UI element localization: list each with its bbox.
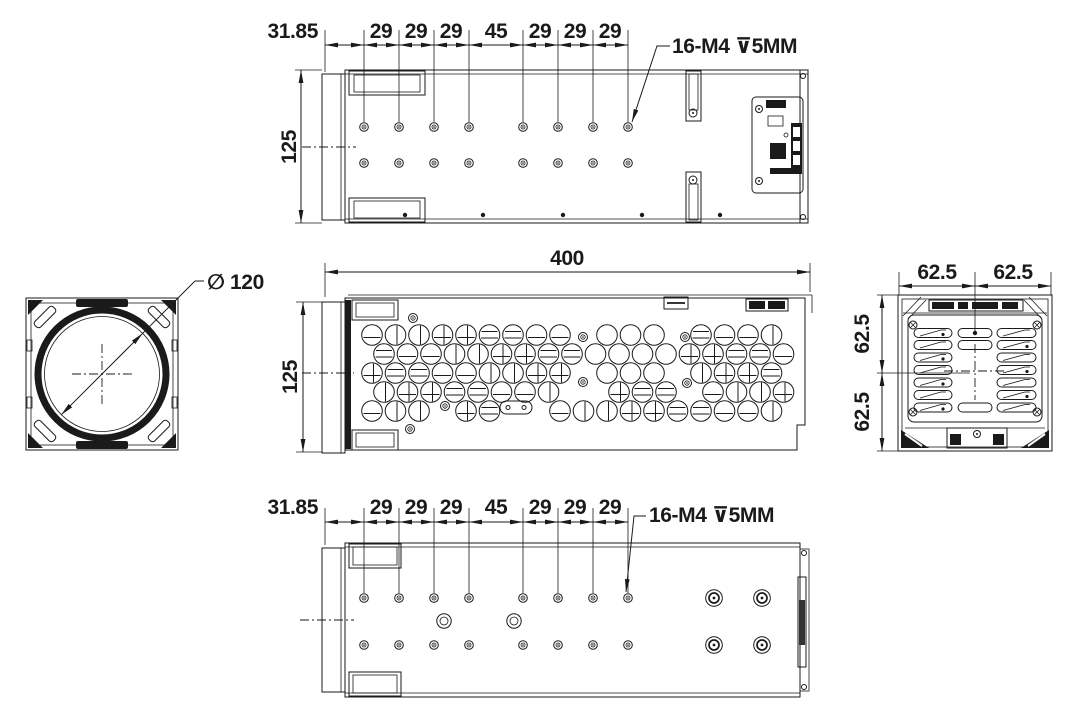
- dim-label: 62.5: [851, 314, 874, 354]
- lens-diameter-label: ∅ 120: [207, 271, 264, 294]
- corner-bolt: [713, 597, 716, 600]
- m4-hole: [522, 162, 524, 164]
- dim-label: 45: [484, 496, 508, 519]
- dim-label: 29: [528, 496, 552, 519]
- rivet-dot: [481, 213, 485, 217]
- panel-screw: [684, 336, 686, 338]
- m4-hole: [557, 162, 559, 164]
- slot-detail: [941, 333, 944, 336]
- m4-hole: [433, 126, 435, 128]
- slot-detail: [941, 357, 944, 360]
- drawing-line: [799, 600, 805, 645]
- drawing-line: [958, 302, 968, 309]
- side-view: [279, 247, 812, 453]
- m4-hole: [522, 644, 524, 646]
- m4-hole: [363, 162, 365, 164]
- bottom-body-outline: [345, 543, 800, 697]
- drawing-line: [770, 168, 792, 174]
- m4-hole: [627, 597, 629, 599]
- m4-hole: [363, 597, 365, 599]
- m4-hole: [363, 644, 365, 646]
- dim-label: 29: [439, 496, 463, 519]
- dim-label: 45: [484, 20, 508, 43]
- dim-label: 29: [563, 20, 587, 43]
- m4-hole: [592, 597, 594, 599]
- m4-hole: [522, 126, 524, 128]
- drawing-line: [932, 302, 954, 309]
- dim-label: 125: [278, 130, 301, 164]
- panel-screw: [409, 428, 411, 430]
- dim-label: 29: [369, 496, 393, 519]
- corner-screw: [802, 685, 807, 690]
- dim-label: 29: [439, 20, 463, 43]
- m4-hole: [468, 162, 470, 164]
- slot-detail: [1025, 370, 1028, 373]
- drawing-line: [976, 433, 978, 435]
- slot-detail: [1025, 395, 1028, 398]
- ring-clamp-tab: [76, 299, 128, 307]
- panel-screw: [582, 381, 584, 383]
- dim-label: 31.85: [267, 20, 318, 43]
- m4-hole: [433, 597, 435, 599]
- corner-bolt: [713, 644, 716, 647]
- top-body-outline: [345, 70, 808, 223]
- corner-bolt: [761, 597, 764, 600]
- dim-label: 62.5: [851, 392, 874, 432]
- m4-hole: [363, 126, 365, 128]
- dim-label: 29: [528, 20, 552, 43]
- panel-screw: [582, 336, 584, 338]
- m4-hole: [468, 597, 470, 599]
- m4-hole: [433, 644, 435, 646]
- panel-screw: [412, 317, 414, 319]
- m4-hole: [627, 644, 629, 646]
- m4-hole: [468, 644, 470, 646]
- drawing-line: [793, 155, 800, 165]
- m4-hole: [398, 597, 400, 599]
- drawing-line: [770, 143, 786, 159]
- drawing-line: [993, 434, 1004, 445]
- rivet-dot: [561, 213, 565, 217]
- panel-screw: [686, 382, 688, 384]
- m4-hole: [592, 126, 594, 128]
- drawing-line: [972, 302, 998, 309]
- slot-detail: [941, 407, 944, 410]
- top-view: [267, 20, 808, 223]
- drawing-line: [950, 434, 961, 445]
- drawing-line: [768, 301, 785, 309]
- dim-label: 62.5: [917, 261, 957, 284]
- drawing-line: [766, 100, 786, 108]
- corner-screw: [802, 551, 807, 556]
- drawing-line: [758, 180, 760, 182]
- rivet-dot: [640, 213, 644, 217]
- ring-clamp-tab: [76, 441, 128, 449]
- m4-hole: [398, 162, 400, 164]
- m4-hole: [522, 597, 524, 599]
- m4-hole: [557, 644, 559, 646]
- dim-label: 31.85: [267, 496, 318, 519]
- side-lens-flange: [322, 302, 345, 453]
- drawing-line: [1002, 302, 1018, 309]
- rear-view: [851, 261, 1052, 451]
- thread-callout: 16-M4 ⊽5MM: [649, 504, 775, 527]
- drawing-line: [793, 127, 800, 137]
- front-view: [26, 271, 264, 450]
- m4-hole: [627, 162, 629, 164]
- m4-hole: [398, 126, 400, 128]
- m4-hole: [468, 126, 470, 128]
- bottom-view: [267, 496, 809, 697]
- m4-hole: [592, 162, 594, 164]
- m4-hole: [627, 126, 629, 128]
- dim-label: 29: [404, 496, 428, 519]
- drawing-line: [749, 301, 765, 309]
- slot-detail: [941, 382, 944, 385]
- flange-shadow: [345, 300, 351, 449]
- dim-label: 29: [563, 496, 587, 519]
- rivet-dot: [403, 213, 407, 217]
- drawing-line: [758, 108, 760, 110]
- m4-hole: [557, 597, 559, 599]
- dim-label: 62.5: [993, 261, 1033, 284]
- dim-label: 125: [279, 360, 302, 394]
- slot-detail: [1025, 345, 1028, 348]
- rivet-dot: [718, 213, 722, 217]
- drawing-line: [692, 112, 694, 114]
- dim-label: 29: [404, 20, 428, 43]
- m4-hole: [398, 644, 400, 646]
- dim-label: 29: [598, 20, 622, 43]
- drawing-line: [793, 141, 800, 151]
- corner-bolt: [761, 644, 764, 647]
- m4-hole: [592, 644, 594, 646]
- m4-hole: [433, 162, 435, 164]
- drawing-line: [692, 179, 694, 181]
- panel-screw: [444, 405, 446, 407]
- dim-label: 29: [369, 20, 393, 43]
- thread-callout: 16-M4 ⊽5MM: [672, 35, 798, 58]
- dim-label: 29: [598, 496, 622, 519]
- m4-hole: [557, 126, 559, 128]
- dim-label: 400: [550, 247, 584, 270]
